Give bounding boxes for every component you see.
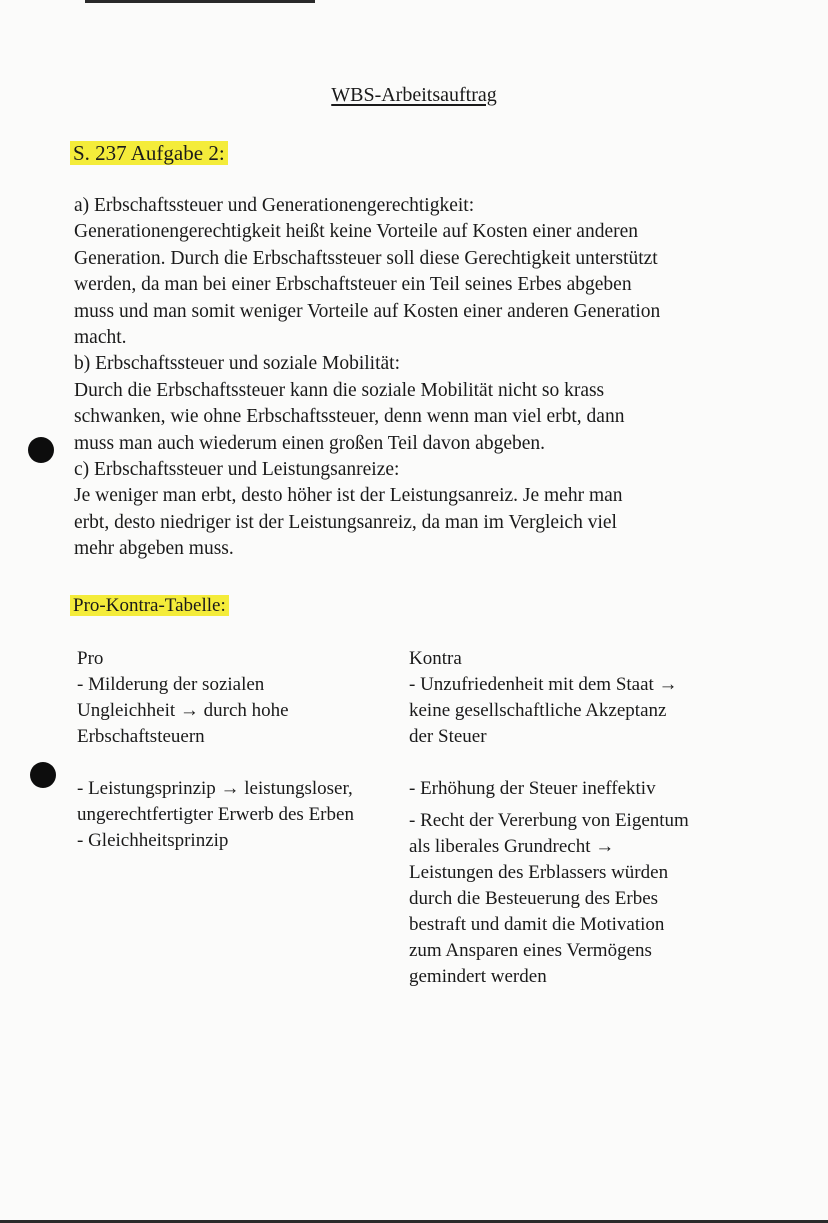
contra-item-line: durch die Besteuerung des Erbes [409,888,659,909]
task-heading-text: S. 237 Aufgabe 2: [70,141,228,165]
contra-item-line: der Steuer [409,726,487,747]
contra-item-line: zum Ansparen eines Vermögens [409,940,652,961]
punch-hole [30,762,56,788]
contra-column [409,646,769,990]
answer-line: a) Erbschaftssteuer und Generationengerechtigkeit: [74,195,475,216]
pro-column [77,646,407,854]
page-title: WBS-Arbeitsauftrag [331,84,497,106]
answer-line: Je weniger man erbt, desto höher ist der Leistungsanreiz. Je mehr man [74,485,623,507]
pro-item-line: Ungleichheit → durch hohe [77,700,289,721]
contra-item-line: keine gesellschaftliche Akzeptanz [409,700,667,721]
answer-line: muss und man somit weniger Vorteile auf Kosten einer anderen Generation [74,300,661,322]
table-heading-text: Pro-Kontra-Tabelle: [70,595,229,616]
answer-line: mehr abgeben muss. [74,538,234,560]
answer-line: b) Erbschaftssteuer und soziale Mobilität: [74,353,400,375]
answer-text [74,193,774,563]
task-heading [70,139,228,167]
pro-item-line: Erbschaftsteuern [77,726,205,747]
scan-edge-top [85,0,315,3]
answer-line: werden, da man bei einer Erbschaftsteuer ein Teil seines Erbes abgeben [74,274,632,296]
contra-item-line: als liberales Grundrecht → [409,836,615,857]
punch-hole [28,437,54,463]
contra-item-line: - Erhöhung der Steuer ineffektiv [409,778,656,799]
answer-line: erbt, desto niedriger ist der Leistungsanreiz, da man im Vergleich viel [74,511,617,533]
answer-line: c) Erbschaftssteuer und Leistungsanreize: [74,459,400,481]
answer-line: macht. [74,327,127,349]
pro-item-line: ungerechtfertigter Erwerb des Erben [77,804,354,825]
contra-item-line: - Recht der Vererbung von Eigentum [409,810,689,831]
answer-line: Generation. Durch die Erbschaftssteuer soll diese Gerechtigkeit unterstützt [74,247,658,269]
contra-item-line: gemindert werden [409,966,547,987]
contra-item-line: bestraft und damit die Motivation [409,914,665,935]
pro-header: Pro [77,648,104,669]
contra-header: Kontra [409,648,462,669]
contra-item-line: Leistungen des Erblassers würden [409,862,669,883]
contra-item-line: - Unzufriedenheit mit dem Staat → [409,674,678,695]
answer-line: schwanken, wie ohne Erbschaftssteuer, denn wenn man viel erbt, dann [74,406,625,428]
pro-item-line: - Milderung der sozialen [77,674,265,695]
table-heading [70,592,229,620]
pro-item-line: - Gleichheitsprinzip [77,830,229,851]
answer-line: Generationengerechtigkeit heißt keine Vorteile auf Kosten einer anderen [74,221,639,243]
pro-item-line: - Leistungsprinzip → leistungsloser, [77,778,353,799]
answer-line: Durch die Erbschaftssteuer kann die soziale Mobilität nicht so krass [74,379,605,401]
answer-line: muss man auch wiederum einen großen Teil davon abgeben. [74,432,546,454]
